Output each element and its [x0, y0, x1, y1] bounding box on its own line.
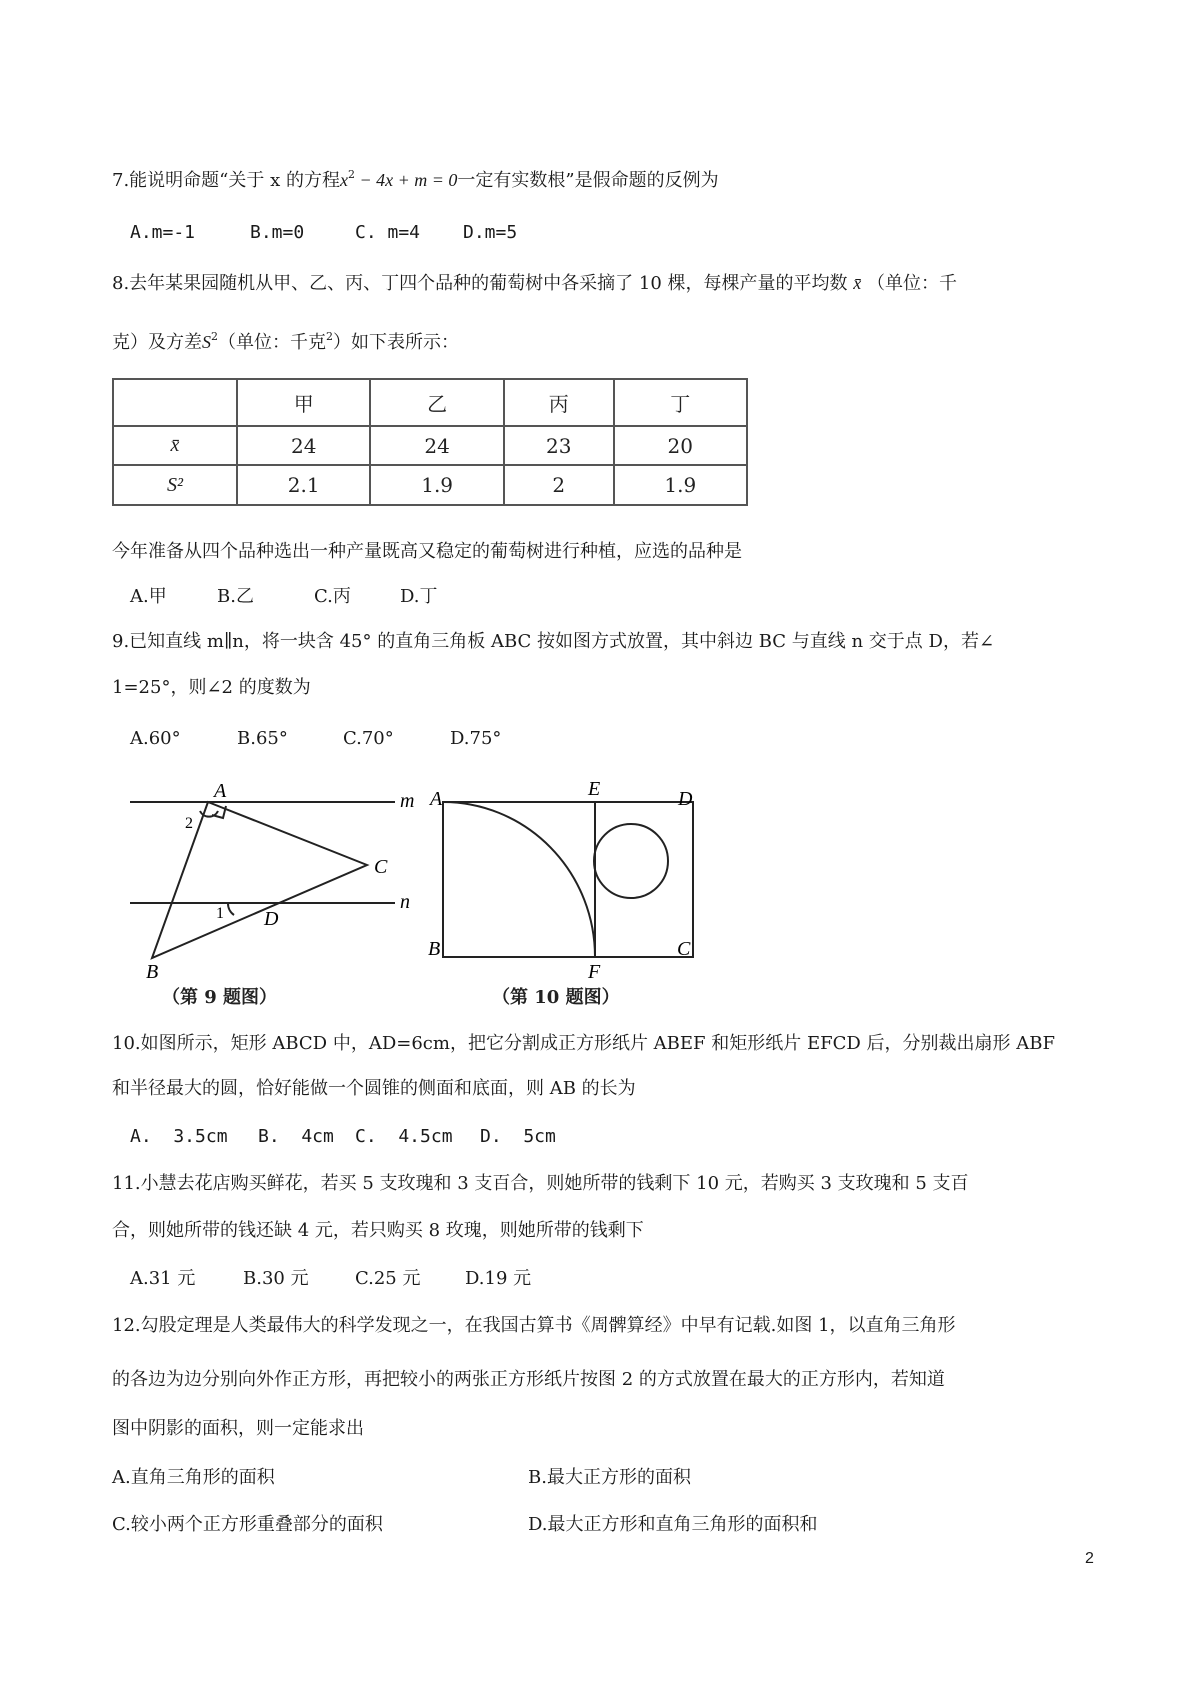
q7-option-c: C. m=4	[355, 222, 421, 243]
table-header-jia: 甲	[237, 379, 370, 426]
inscribed-circle	[594, 824, 668, 898]
q10-option-b: B. 4cm	[258, 1126, 334, 1147]
q12-stem-line1: 12.勾股定理是人类最伟大的科学发现之一，在我国古算书《周髀算经》中早有记载.如图 1，以直角三角形	[112, 1315, 956, 1336]
table-row	[113, 465, 747, 505]
q8-stem-line1: 8.去年某果园随机从甲、乙、丙、丁四个品种的葡萄树中各采摘了 10 棵，每棵产量的平均数 x̄ （单位：千	[112, 273, 957, 294]
q8-stem-line2: 克）及方差$S^2$（单位：千克$^2$）如下表所示：	[112, 330, 459, 353]
table-header-ding: 丁	[614, 379, 747, 426]
q7-option-d: D.m=5	[463, 222, 518, 243]
label-e: E	[588, 778, 601, 800]
table-cell: 1.9	[370, 465, 503, 505]
label-n: n	[400, 891, 410, 913]
figure-9	[110, 775, 430, 1010]
q12-option-a: A.直角三角形的面积	[112, 1467, 275, 1488]
table-row-label-variance: S²	[113, 465, 237, 505]
q9-stem-line2: 1=25°，则∠2 的度数为	[112, 677, 311, 698]
q9-option-d: D.75°	[450, 728, 502, 749]
figure-9-caption: （第 9 题图）	[162, 987, 278, 1008]
q12-option-c: C.较小两个正方形重叠部分的面积	[112, 1514, 383, 1535]
q7-option-a: A.m=-1	[130, 222, 196, 243]
label-c: C	[677, 938, 691, 960]
table-row	[113, 426, 747, 466]
label-a: A	[430, 788, 443, 810]
label-b: B	[146, 961, 159, 983]
table-row-label-mean: x̄	[113, 426, 237, 466]
angle1-arc	[228, 903, 234, 915]
q12-option-b: B.最大正方形的面积	[528, 1467, 691, 1488]
table-cell	[113, 379, 237, 426]
q9-option-c: C.70°	[343, 728, 394, 749]
q10-option-c: C. 4.5cm	[355, 1126, 453, 1147]
rectangle-abcd	[443, 802, 693, 957]
variance-table	[112, 378, 748, 506]
label-angle2: 2	[185, 815, 193, 832]
q7-option-b: B.m=0	[250, 222, 305, 243]
q10-option-a: A. 3.5cm	[130, 1126, 228, 1147]
q10-stem-line2: 和半径最大的圆，恰好能做一个圆锥的侧面和底面，则 AB 的长为	[112, 1078, 636, 1099]
table-header-bing: 丙	[504, 379, 614, 426]
q9-stem-line1: 9.已知直线 m∥n，将一块含 45° 的直角三角板 ABC 按如图方式放置，其中斜边 BC 与直线 n 交于点 D，若∠	[112, 631, 995, 652]
table-cell: 1.9	[614, 465, 747, 505]
label-m: m	[400, 790, 415, 812]
q11-option-d: D.19 元	[465, 1268, 532, 1289]
q8-option-c: C.丙	[314, 586, 351, 607]
angle2-arc	[200, 811, 218, 817]
q11-stem-line1: 11.小慧去花店购买鲜花，若买 5 支玫瑰和 3 支百合，则她所带的钱剩下 10 元，若购买 3 支玫瑰和 5 支百	[112, 1173, 969, 1194]
q12-stem-line3: 图中阴影的面积，则一定能求出	[112, 1418, 364, 1439]
q12-stem-line2: 的各边为边分别向外作正方形，再把较小的两张正方形纸片按图 2 的方式放置在最大的正方形内，若知道	[112, 1369, 945, 1390]
q8-after: 今年准备从四个品种选出一种产量既高又稳定的葡萄树进行种植，应选的品种是	[112, 541, 742, 562]
label-angle1: 1	[216, 905, 224, 922]
label-f: F	[588, 961, 601, 983]
q7-stem: 7.能说明命题“关于 x 的方程$x^2 - 4x + m = 0$一定有实数根”是假命题的反例为	[112, 168, 719, 191]
label-a: A	[214, 780, 227, 802]
q8-option-d: D.丁	[400, 586, 438, 607]
q9-option-a: A.60°	[130, 728, 181, 749]
label-c: C	[374, 856, 388, 878]
q11-option-a: A.31 元	[130, 1268, 196, 1289]
page-number: 2	[1085, 1550, 1094, 1567]
q12-option-d: D.最大正方形和直角三角形的面积和	[528, 1514, 818, 1535]
q11-stem-line2: 合，则她所带的钱还缺 4 元，若只购买 8 玫瑰，则她所带的钱剩下	[112, 1220, 644, 1241]
q11-option-b: B.30 元	[243, 1268, 309, 1289]
q8-option-b: B.乙	[217, 586, 254, 607]
q8-option-a: A.甲	[130, 586, 167, 607]
figure-10	[420, 775, 710, 1010]
label-b: B	[428, 938, 441, 960]
label-d: D	[678, 788, 693, 810]
sector-arc	[443, 802, 595, 957]
table-cell: 2	[504, 465, 614, 505]
q9-option-b: B.65°	[237, 728, 288, 749]
table-header-yi: 乙	[370, 379, 503, 426]
table-cell: 20	[614, 426, 747, 466]
q10-option-d: D. 5cm	[480, 1126, 556, 1147]
table-header-row	[113, 379, 747, 426]
figure-10-caption: （第 10 题图）	[492, 987, 620, 1008]
table-cell: 23	[504, 426, 614, 466]
label-d: D	[264, 908, 279, 930]
q10-stem-line1: 10.如图所示，矩形 ABCD 中，AD=6cm，把它分割成正方形纸片 ABEF 和矩形纸片 EFCD 后，分别裁出扇形 ABF	[112, 1033, 1055, 1054]
table-cell: 24	[237, 426, 370, 466]
table-cell: 2.1	[237, 465, 370, 505]
q11-option-c: C.25 元	[355, 1268, 421, 1289]
table-cell: 24	[370, 426, 503, 466]
